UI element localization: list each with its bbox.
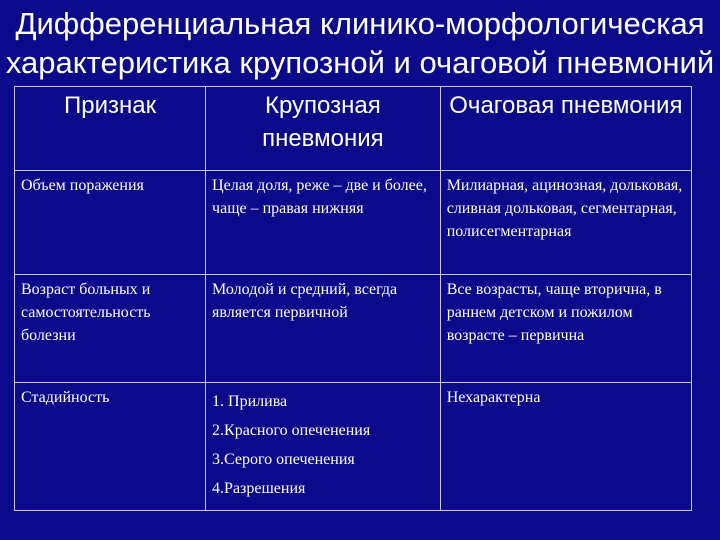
cell-feature: Объем поражения <box>15 171 206 275</box>
table-row <box>15 171 692 275</box>
header-lobar-pneumonia: Крупозная пневмония <box>206 87 441 171</box>
header-row <box>15 87 692 171</box>
header-feature: Признак <box>15 87 206 171</box>
header-focal-pneumonia: Очаговая пневмония <box>440 87 691 171</box>
cell-lobar: Молодой и средний, всегда является первичной <box>206 275 441 383</box>
cell-lobar-stages <box>206 383 441 511</box>
title-line-1: Дифференциальная клинико-морфологическая <box>15 6 705 41</box>
cell-lobar: Целая доля, реже – две и более, чаще – правая нижняя <box>206 171 441 275</box>
cell-focal: Милиарная, ацинозная, дольковая, сливная дольковая, сегментарная, полисегментарная <box>440 171 691 275</box>
title-line-2: характеристика крупозной и очаговой пневмоний <box>5 45 715 80</box>
slide-title <box>0 4 720 82</box>
cell-focal: Нехарактерна <box>440 383 691 511</box>
cell-feature: Стадийность <box>15 383 206 511</box>
cell-feature: Возраст больных и самостоятельность болезни <box>15 275 206 383</box>
stage-item: 2.Красного опеченения <box>212 422 371 439</box>
table-row <box>15 383 692 511</box>
comparison-table <box>14 86 692 511</box>
cell-focal: Все возрасты, чаще вторична, в раннем детском и пожилом возрасте – первична <box>440 275 691 383</box>
stage-item: 3.Серого опеченения <box>212 451 355 468</box>
stage-item: 1. Прилива <box>212 393 288 410</box>
stage-item: 4.Разрешения <box>212 480 306 497</box>
table-row <box>15 275 692 383</box>
